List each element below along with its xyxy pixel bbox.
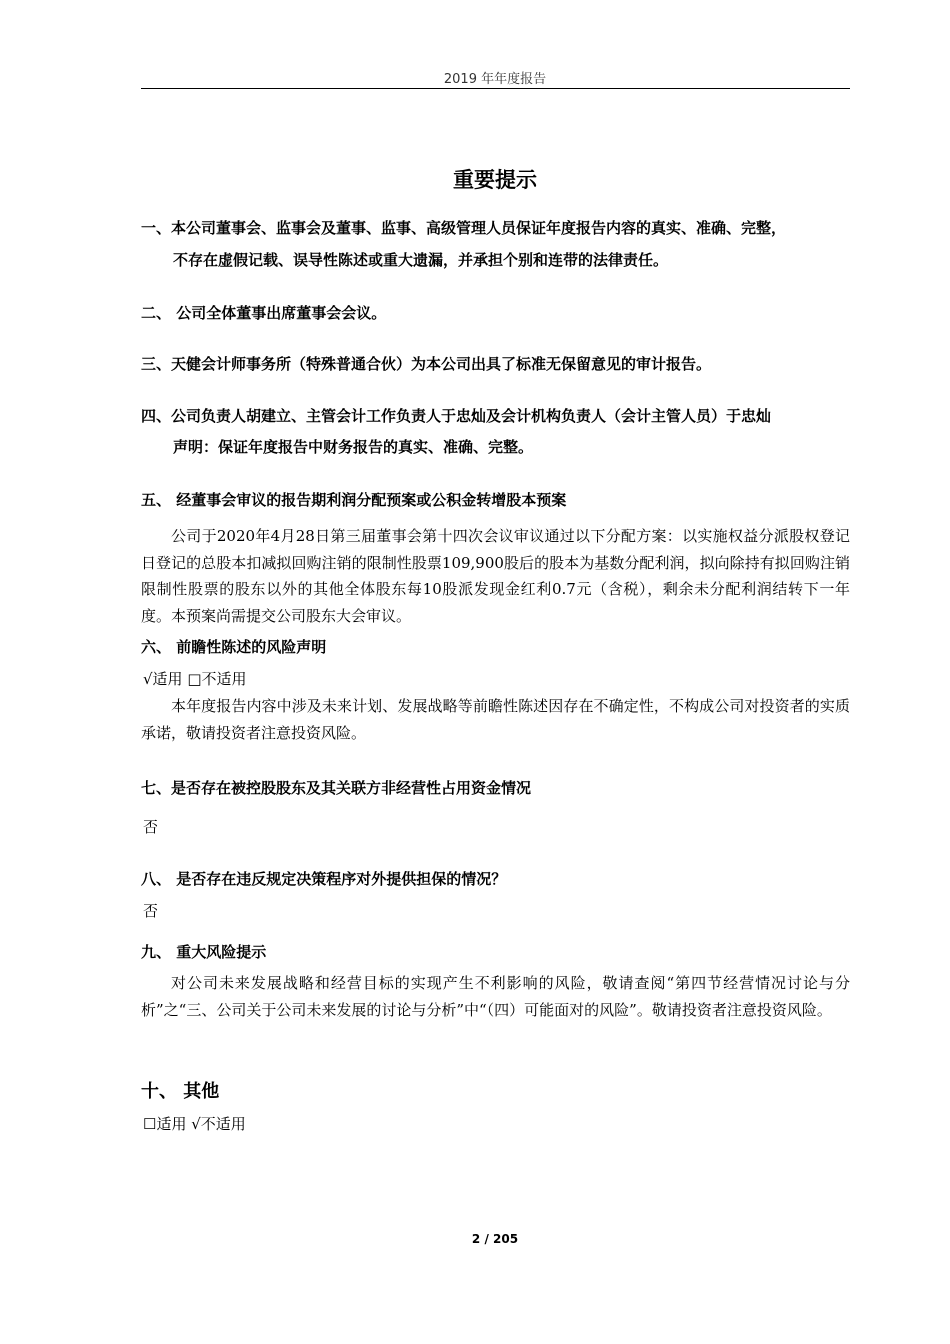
item-two: 二、 公司全体董事出席董事会会议。	[141, 304, 387, 322]
section6-heading: 六、 前瞻性陈述的风险声明	[141, 638, 327, 656]
page-title: 重要提示	[453, 168, 537, 192]
section6-applicability: √适用 □不适用	[143, 670, 247, 688]
section9-heading: 九、 重大风险提示	[141, 943, 267, 961]
section8-answer: 否	[143, 902, 159, 920]
section6-body: 本年度报告内容中涉及未来计划、发展战略等前瞻性陈述因存在不确定性，不构成公司对投资者的实质承诺，敬请投资者注意投资风险。	[141, 697, 850, 742]
section5-body: 公司于2020年4月28日第三届董事会第十四次会议审议通过以下分配方案：以实施权益分派股权登记日登记的总股本扣减拟回购注销的限制性股票109,900股后的股本为基数分配利润，拟向除持有拟回购注销限制性股票的股东以外的其他全体股东每10股派发现金红利0.7元（含税），剩余未分配利润结转下一年度。本预案尚需提交公司股东大会审议。	[141, 527, 850, 625]
header-divider	[141, 88, 850, 89]
item-four-line2: 声明：保证年度报告中财务报告的真实、准确、完整。	[173, 438, 534, 456]
page-header: 2019 年年度报告	[443, 72, 547, 87]
section7-answer: 否	[143, 818, 159, 836]
item-four-line1: 四、公司负责人胡建立、主管会计工作负责人于忠灿及会计机构负责人（会计主管人员）于忠灿	[141, 407, 772, 425]
section5-heading: 五、 经董事会审议的报告期利润分配预案或公积金转增股本预案	[141, 491, 567, 509]
section10-heading: 十、 其他	[141, 1081, 220, 1102]
section7-heading: 七、是否存在被控股股东及其关联方非经营性占用资金情况	[141, 779, 532, 797]
item-one-line1: 一、本公司董事会、监事会及董事、监事、高级管理人员保证年度报告内容的真实、准确、完整，	[141, 219, 787, 237]
item-three: 三、天健会计师事务所（特殊普通合伙）为本公司出具了标准无保留意见的审计报告。	[141, 355, 712, 373]
section10-applicability: ☐适用 √不适用	[143, 1115, 246, 1133]
section9-body: 对公司未来发展战略和经营目标的实现产生不利影响的风险，敬请查阅“第四节经营情况讨论与分析”之“三、公司关于公司未来发展的讨论与分析”中“（四）可能面对的风险”。敬请投资者注意投资风险。	[141, 974, 850, 1019]
item-one-line2: 不存在虚假记载、误导性陈述或重大遗漏，并承担个别和连带的法律责任。	[173, 251, 669, 269]
section8-heading: 八、 是否存在违反规定决策程序对外提供担保的情况？	[141, 870, 507, 888]
page-number: 2 / 205	[471, 1232, 519, 1246]
